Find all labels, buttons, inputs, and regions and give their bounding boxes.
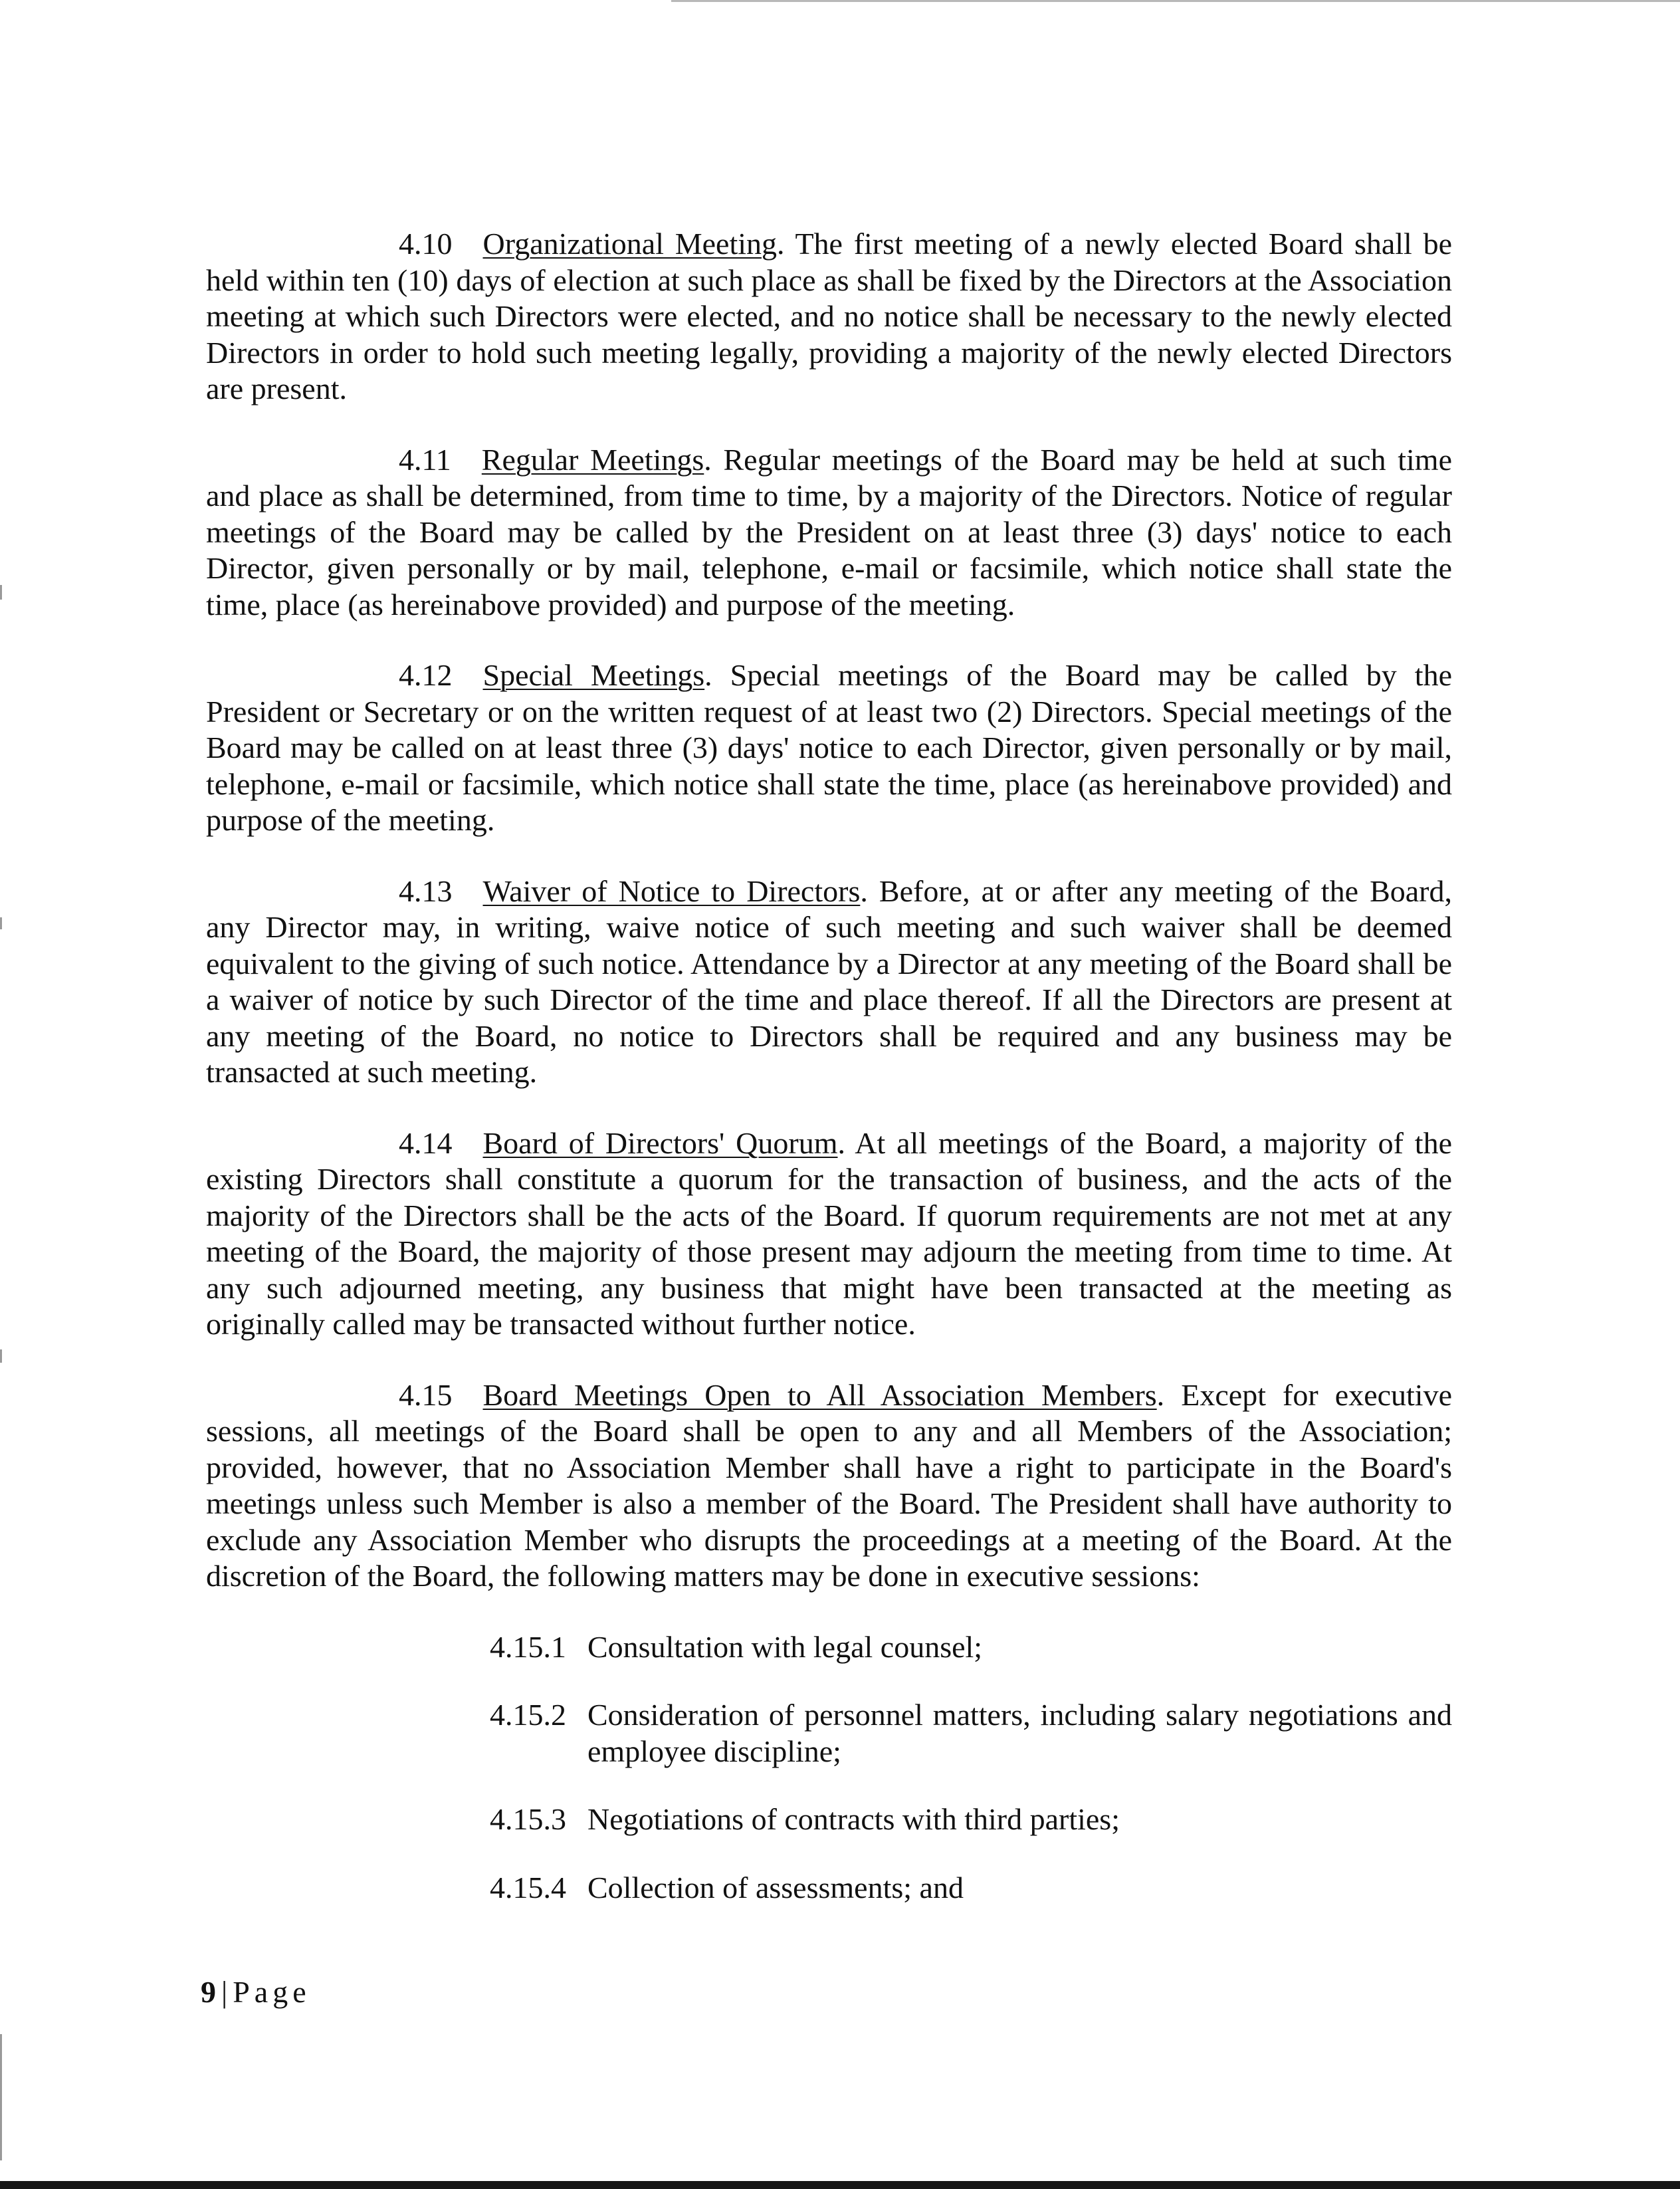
footer-separator: | — [221, 1975, 228, 2009]
section-heading: Board of Directors' Quorum — [482, 1125, 838, 1160]
subitem-4-15-2 — [490, 1697, 1452, 1770]
scan-edge-mark — [0, 1349, 2, 1363]
scan-edge-bottom — [0, 2181, 1680, 2189]
subitem-number: 4.15.1 — [490, 1629, 566, 1664]
section-number: 4.13 — [399, 873, 453, 908]
scan-edge-mark — [0, 585, 2, 600]
page-footer — [201, 1974, 311, 2010]
section-4-15 — [206, 1377, 1452, 1595]
subitem-number: 4.15.4 — [490, 1870, 566, 1904]
subitem-number: 4.15.3 — [490, 1802, 566, 1836]
subitem-text: Consultation with legal counsel; — [587, 1629, 983, 1664]
page-label: Page — [233, 1975, 311, 2009]
subitem-text: Collection of assessments; and — [587, 1870, 964, 1904]
scan-edge-top — [671, 0, 1680, 2]
section-4-11 — [206, 442, 1452, 624]
section-text: . At all meetings of the Board, a majority of the existing Directors shall constitute a quorum for the transaction of business, and the acts of the majority of the Directors shall be the acts of the Board. If quorum requirements are not met at any meeting of the Board, the majority of those present may adjourn the meeting from time to time. At any such adjourned meeting, any business that might have been transacted at the meeting as originally called may be transacted without further notice. — [206, 1125, 1452, 1341]
subitem-4-15-3 — [490, 1801, 1452, 1838]
section-number: 4.12 — [399, 658, 453, 692]
section-4-13 — [206, 873, 1452, 1091]
section-heading: Organizational Meeting — [482, 227, 778, 261]
subitem-4-15-1 — [490, 1629, 1452, 1666]
section-text: . Special meetings of the Board may be called by the President or Secretary or on the written request of at least two (2) Directors. Special meetings of the Board may be called on at least three (3) days' notice to each Director, given personally or by mail, telephone, e-mail or facsimile, which notice shall state the time, place (as hereinabove provided) and purpose of the meeting. — [206, 658, 1453, 837]
subitem-number: 4.15.2 — [490, 1698, 566, 1732]
section-4-12 — [206, 657, 1452, 839]
section-heading: Waiver of Notice to Directors — [482, 873, 861, 908]
section-heading: Regular Meetings — [481, 442, 704, 477]
section-4-10 — [206, 226, 1452, 407]
section-4-14 — [206, 1125, 1452, 1343]
section-text: . Regular meetings of the Board may be held at such time and place as shall be determined, from time to time, by a majority of the Directors. Notice of regular meetings of the Board may be called by the President on at least three (3) days' notice to each Director, given personally or by mail, telephone, e-mail or facsimile, which notice shall state the time, place (as hereinabove provided) and purpose of the meeting. — [206, 442, 1452, 622]
scan-edge-mark — [0, 917, 2, 929]
section-heading: Special Meetings — [482, 658, 705, 692]
subitem-text: Consideration of personnel matters, including salary negotiations and employee discipline; — [587, 1698, 1452, 1768]
page-number: 9 — [201, 1975, 216, 2009]
subitem-4-15-4 — [490, 1870, 1452, 1906]
section-number: 4.10 — [399, 227, 453, 261]
scan-edge-mark — [0, 2034, 2, 2160]
section-text: . Before, at or after any meeting of the Board, any Director may, in writing, waive notice of such meeting and such waiver shall be deemed equivalent to the giving of such notice. Attendance by a Director at any meeting of the Board shall be a waiver of notice by such Director of the time and place thereof. If all the Directors are present at any meeting of the Board, no notice to Directors shall be required and any business may be transacted at such meeting. — [206, 873, 1452, 1089]
section-number: 4.14 — [399, 1125, 453, 1160]
section-heading: Board Meetings Open to All Association Members — [482, 1377, 1157, 1412]
section-text: . Except for executive sessions, all meetings of the Board shall be open to any and all Members of the Association; provided, however, that no Association Member shall have a right to participate in the Board's meetings unless such Member is also a member of the Board. The President shall have authority to exclude any Association Member who disrupts the proceedings at a meeting of the Board. At the discretion of the Board, the following matters may be done in executive sessions: — [206, 1377, 1453, 1593]
subitem-text: Negotiations of contracts with third parties; — [587, 1802, 1120, 1836]
section-text: . The first meeting of a newly elected Board shall be held within ten (10) days of election at such place as shall be fixed by the Directors at the Association meeting at which such Directors were elected, and no notice shall be necessary to the newly elected Directors in order to hold such meeting legally, providing a majority of the newly elected Directors are present. — [206, 227, 1452, 405]
document-body — [206, 226, 1452, 1938]
section-number: 4.15 — [399, 1377, 453, 1412]
section-number: 4.11 — [399, 442, 451, 477]
